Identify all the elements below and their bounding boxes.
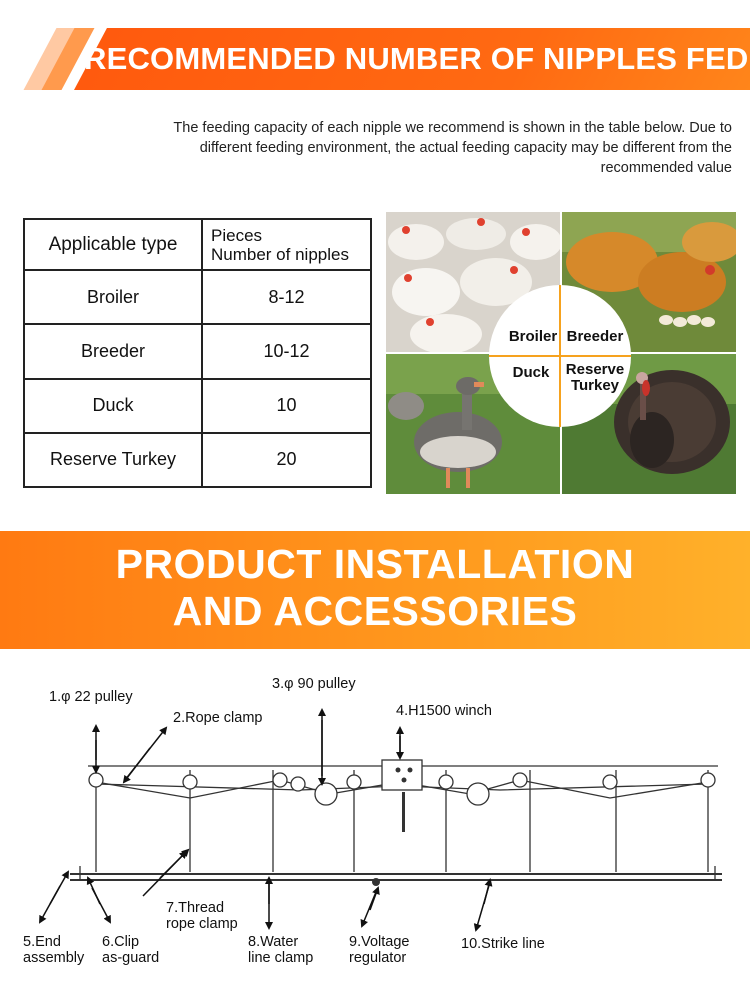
label-reserve-turkey (563, 362, 627, 394)
cell-count: 8-12 (202, 270, 371, 324)
label-voltage-regulator (349, 934, 409, 966)
label-line: 5.End (23, 934, 61, 950)
label-line: 7.Thread (166, 900, 225, 916)
header-line: Pieces (211, 225, 263, 245)
label-pulley-22: 1.φ 22 pulley (49, 689, 133, 705)
label-line: as-guard (102, 950, 160, 966)
cell-type: Duck (24, 379, 202, 433)
label-pulley-90: 3.φ 90 pulley (272, 676, 356, 692)
header-line: Number of nipples (211, 244, 349, 264)
label-end-assembly (23, 934, 84, 966)
label-line: 8.Water (248, 934, 299, 950)
divider (489, 355, 631, 357)
intro-line: different feeding environment, the actual feeding capacity may be different from the (199, 140, 732, 156)
cell-type: Breeder (24, 324, 202, 378)
intro-text (100, 118, 732, 178)
label-line: Reserve (565, 361, 625, 378)
label-thread-rope-clamp (166, 900, 238, 932)
column-header-nipples (202, 219, 371, 270)
label-rope-clamp: 2.Rope clamp (173, 710, 263, 726)
title-line: PRODUCT INSTALLATION (115, 541, 635, 587)
cell-count: 10 (202, 379, 371, 433)
table-row (24, 433, 371, 487)
label-line: assembly (23, 950, 85, 966)
label-water-line-clamp (248, 934, 313, 966)
label-line: Turkey (570, 377, 620, 394)
cell-type: Broiler (24, 270, 202, 324)
table-header-row (24, 219, 371, 270)
label-line: regulator (349, 950, 407, 966)
intro-line: recommended value (600, 160, 732, 176)
label-line: 9.Voltage (349, 934, 410, 950)
nipple-capacity-table (23, 218, 372, 488)
page-title: RECOMMENDED NUMBER OF NIPPLES FED (84, 41, 749, 76)
table-row (24, 270, 371, 324)
label-strike-line: 10.Strike line (461, 936, 545, 952)
column-header-type: Applicable type (24, 219, 202, 270)
cell-count: 20 (202, 433, 371, 487)
section-banner (0, 531, 750, 649)
installation-diagram (0, 660, 750, 1000)
animal-label-circle (489, 285, 631, 427)
poultry-photo-collage (386, 212, 736, 494)
label-breeder: Breeder (566, 328, 624, 345)
label-line: line clamp (248, 950, 314, 966)
title-line: AND ACCESSORIES (172, 588, 578, 634)
table-row (24, 379, 371, 433)
intro-line: The feeding capacity of each nipple we recommend is shown in the table below. Due to (173, 120, 732, 136)
table-row (24, 324, 371, 378)
label-clip-guard (102, 934, 159, 966)
label-duck: Duck (512, 364, 550, 381)
section-title (0, 531, 750, 635)
label-line: rope clamp (166, 916, 238, 932)
label-line: 6.Clip (102, 934, 140, 950)
cell-count: 10-12 (202, 324, 371, 378)
top-banner (0, 28, 750, 90)
cell-type: Reserve Turkey (24, 433, 202, 487)
label-broiler: Broiler (508, 328, 558, 345)
label-winch: 4.H1500 winch (396, 703, 492, 719)
